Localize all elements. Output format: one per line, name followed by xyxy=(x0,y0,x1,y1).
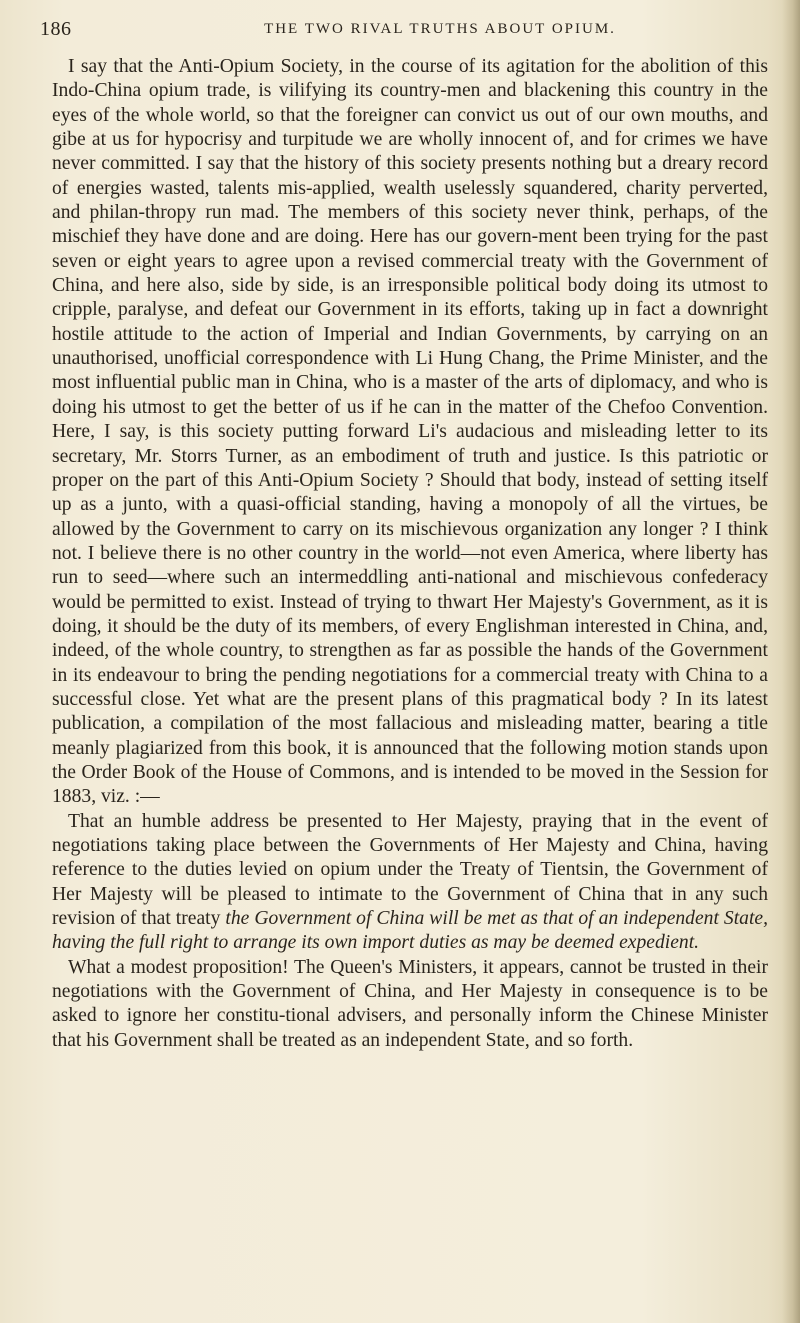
page-edge-shadow xyxy=(782,0,800,1323)
motion-italic-text: the Government of China will be met as that of an independent State, having the full right to arrange its own import duties as may be deemed expedient. xyxy=(52,908,768,954)
paragraph-3: What a modest proposition! The Queen's Ministers, it appears, cannot be trusted in their negotiations with the Government of China, and Her Majesty in consequence is to be asked to ignore her constitu-tional advisers, and personally inform the Chinese Minister that his Government shall be treated as an independent State, and so forth. xyxy=(52,956,768,1051)
page-header xyxy=(40,18,760,46)
motion-text: That an humble address be presented to Her Majesty, praying that in the event of negotiations taking place between the Governments of Her Majesty and China, having reference to the duties levied on opium under the Treaty of Tientsin, the Government of Her Majesty will be pleased to intimate to the Government of China that in any such revision of that treaty xyxy=(52,810,768,930)
page-number: 186 xyxy=(40,18,72,40)
running-head: THE TWO RIVAL TRUTHS ABOUT OPIUM. xyxy=(264,21,616,37)
body-text xyxy=(52,55,768,1053)
paragraph-1: I say that the Anti-Opium Society, in the course of its agitation for the abolition of this Indo-China opium trade, is vilifying its country-men and blackening this country in the eyes of the whole world, so that the foreigner can convict us out of our own mouths, and gibe at us for hypocrisy and turpitude we are wholly innocent of, and for crimes we have never committed. I say that the history of this society presents nothing but a dreary record of energies wasted, talents mis-applied, wealth uselessly squandered, charity perverted, and philan-thropy run mad. The members of this society never think, perhaps, of the mischief they have done and are doing. Here has our govern-ment been trying for the past seven or eight years to agree upon a revised commercial treaty with the Government of China, and here also, side by side, is an irresponsible political body doing its utmost to cripple, paralyse, and defeat our Government in its efforts, taking up in fact a downright hostile attitude to the action of Imperial and Indian Governments, by carrying on an unauthorised, unofficial correspondence with Li Hung Chang, the Prime Minister, and the most influential public man in China, who is a master of the arts of diplomacy, and who is doing his utmost to get the better of us if he can in the matter of the Chefoo Convention. Here, I say, is this society putting forward Li's audacious and misleading letter to its secretary, Mr. Storrs Turner, as an embodiment of truth and justice. Is this patriotic or proper on the part of this Anti-Opium Society ? Should that body, instead of setting itself up as a junto, with a quasi-official standing, having a monopoly of all the virtues, be allowed by the Government to carry on its mischievous organization any longer ? I think not. I believe there is no other country in the world—not even America, where liberty has run to seed—where such an intermeddling anti-national and mischievous confederacy would be permitted to exist. Instead of trying to thwart Her Majesty's Government, as it is doing, it should be the duty of its members, of every Englishman interested in China, and, indeed, of the whole country, to strengthen as far as possible the hands of the Government in its endeavour to bring the pending negotiations for a commercial treaty with China to a successful close. Yet what are the present plans of this pragmatical body ? In its latest publication, a compilation of the most fallacious and misleading matter, bearing a title meanly plagiarized from this book, it is announced that the following motion stands upon the Order Book of the House of Commons, and is intended to be moved in the Session for 1883, viz. :— xyxy=(52,56,768,808)
paragraph-2-quoted-motion xyxy=(52,810,768,956)
